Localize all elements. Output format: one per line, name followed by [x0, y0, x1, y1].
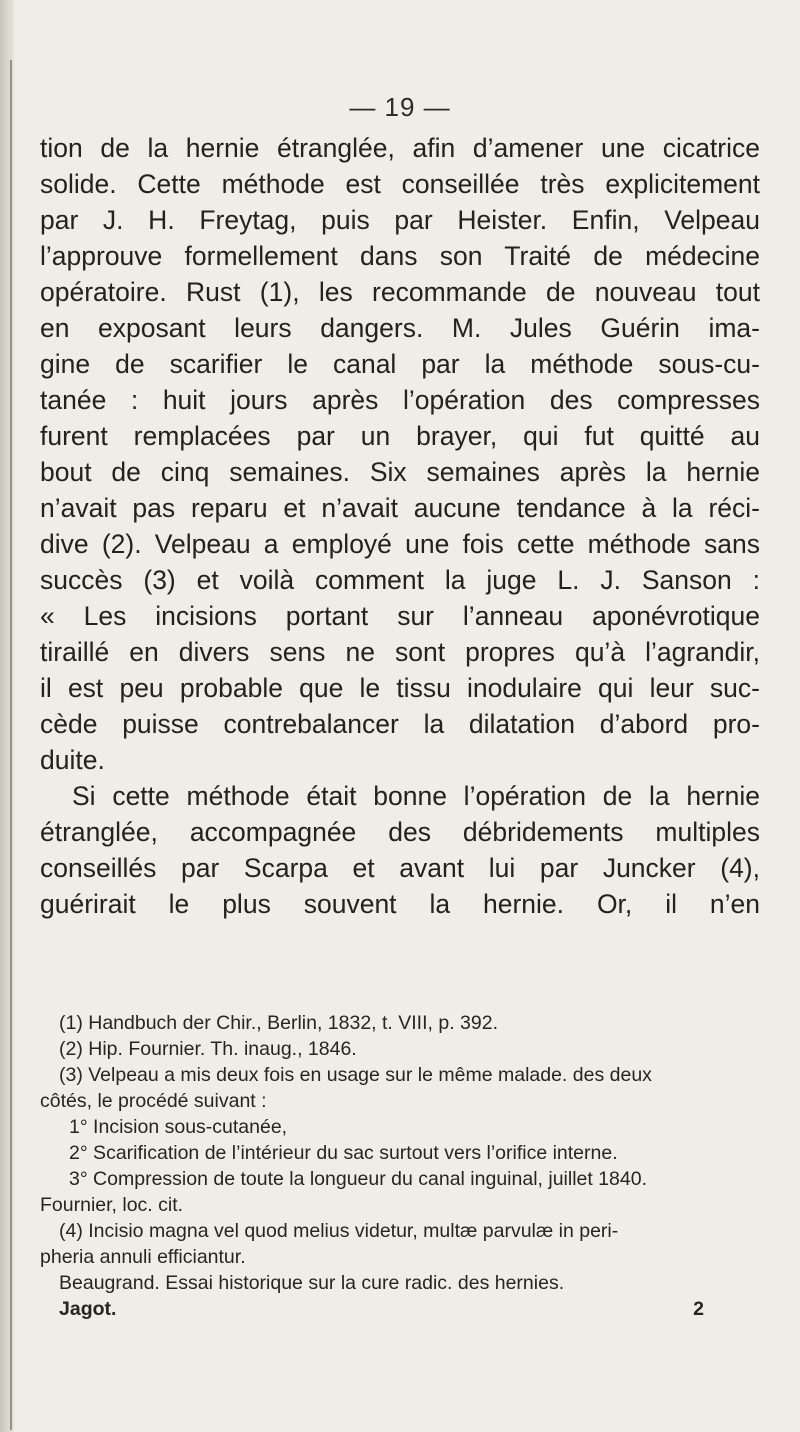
text-line: bout de cinq semaines. Six semaines après la hernie	[40, 457, 760, 487]
text-line: succès (3) et voilà comment la juge L. J. Sanson :	[40, 565, 760, 595]
text-line: tion de la hernie étranglée, afin d’amener une cicatrice	[40, 133, 760, 163]
text-line: par J. H. Freytag, puis par Heister. Enfin, Velpeau	[40, 205, 760, 235]
text-line: il est peu probable que le tissu inodulaire qui leur suc-	[40, 673, 760, 703]
footnote-4-continued: pheria annuli efficiantur.	[40, 1246, 246, 1268]
footnote-3: (3) Velpeau a mis deux fois en usage sur le même malade. des deux	[59, 1064, 652, 1086]
text-line: gine de scarifier le canal par la méthode sous-cu-	[40, 349, 760, 379]
text-line: en exposant leurs dangers. M. Jules Guérin ima-	[40, 313, 760, 343]
text-line: l’approuve formellement dans son Traité de médecine	[40, 241, 760, 271]
footnote-3-step-2: 2° Scarification de l’intérieur du sac surtout vers l’orifice interne.	[69, 1142, 618, 1164]
footnote-3-step-3: 3° Compression de toute la longueur du canal inguinal, juillet 1840.	[69, 1168, 648, 1190]
text-line: Si cette méthode était bonne l’opération de la hernie	[72, 781, 760, 811]
footnote-3-step-1: 1° Incision sous-cutanée,	[69, 1116, 288, 1138]
footnotes	[40, 1010, 752, 1322]
text-line: dive (2). Velpeau a employé une fois cette méthode sans	[40, 529, 760, 559]
text-line: tiraillé en divers sens ne sont propres qu’à l’agrandir,	[40, 637, 760, 667]
footnote-3-source: Fournier, loc. cit.	[40, 1194, 184, 1216]
main-text	[40, 130, 760, 922]
footnote-2: (2) Hip. Fournier. Th. inaug., 1846.	[59, 1038, 357, 1060]
text-line: tanée : huit jours après l’opération des compresses	[40, 385, 760, 415]
footnote-1: (1) Handbuch der Chir., Berlin, 1832, t. VIII, p. 392.	[59, 1012, 498, 1034]
text-line: « Les incisions portant sur l’anneau aponévrotique	[40, 601, 760, 631]
text-line: furent remplacées par un brayer, qui fut quitté au	[40, 421, 760, 451]
signature-name: Jagot.	[59, 1298, 117, 1320]
text-line: cède puisse contrebalancer la dilatation d’abord pro-	[40, 709, 760, 739]
footnote-3-continued: côtés, le procédé suivant :	[40, 1090, 267, 1112]
printer-signature	[40, 1296, 752, 1322]
text-line: conseillés par Scarpa et avant lui par Juncker (4),	[40, 853, 760, 883]
text-line: guérirait le plus souvent la hernie. Or, il n’en	[40, 889, 760, 919]
footnote-4-source: Beaugrand. Essai historique sur la cure radic. des hernies.	[59, 1272, 565, 1294]
text-line: duite.	[40, 745, 105, 775]
footnote-4: (4) Incisio magna vel quod melius videtur, multæ parvulæ in peri-	[59, 1220, 619, 1242]
binding-edge	[10, 60, 12, 1430]
signature-number: 2	[693, 1298, 704, 1320]
text-line: opératoire. Rust (1), les recommande de nouveau tout	[40, 277, 760, 307]
text-line: n’avait pas reparu et n’avait aucune tendance à la réci-	[40, 493, 760, 523]
text-line: étranglée, accompagnée des débridements multiples	[40, 817, 760, 847]
text-line: solide. Cette méthode est conseillée très explicitement	[40, 169, 760, 199]
page-number: — 19 —	[349, 92, 451, 122]
